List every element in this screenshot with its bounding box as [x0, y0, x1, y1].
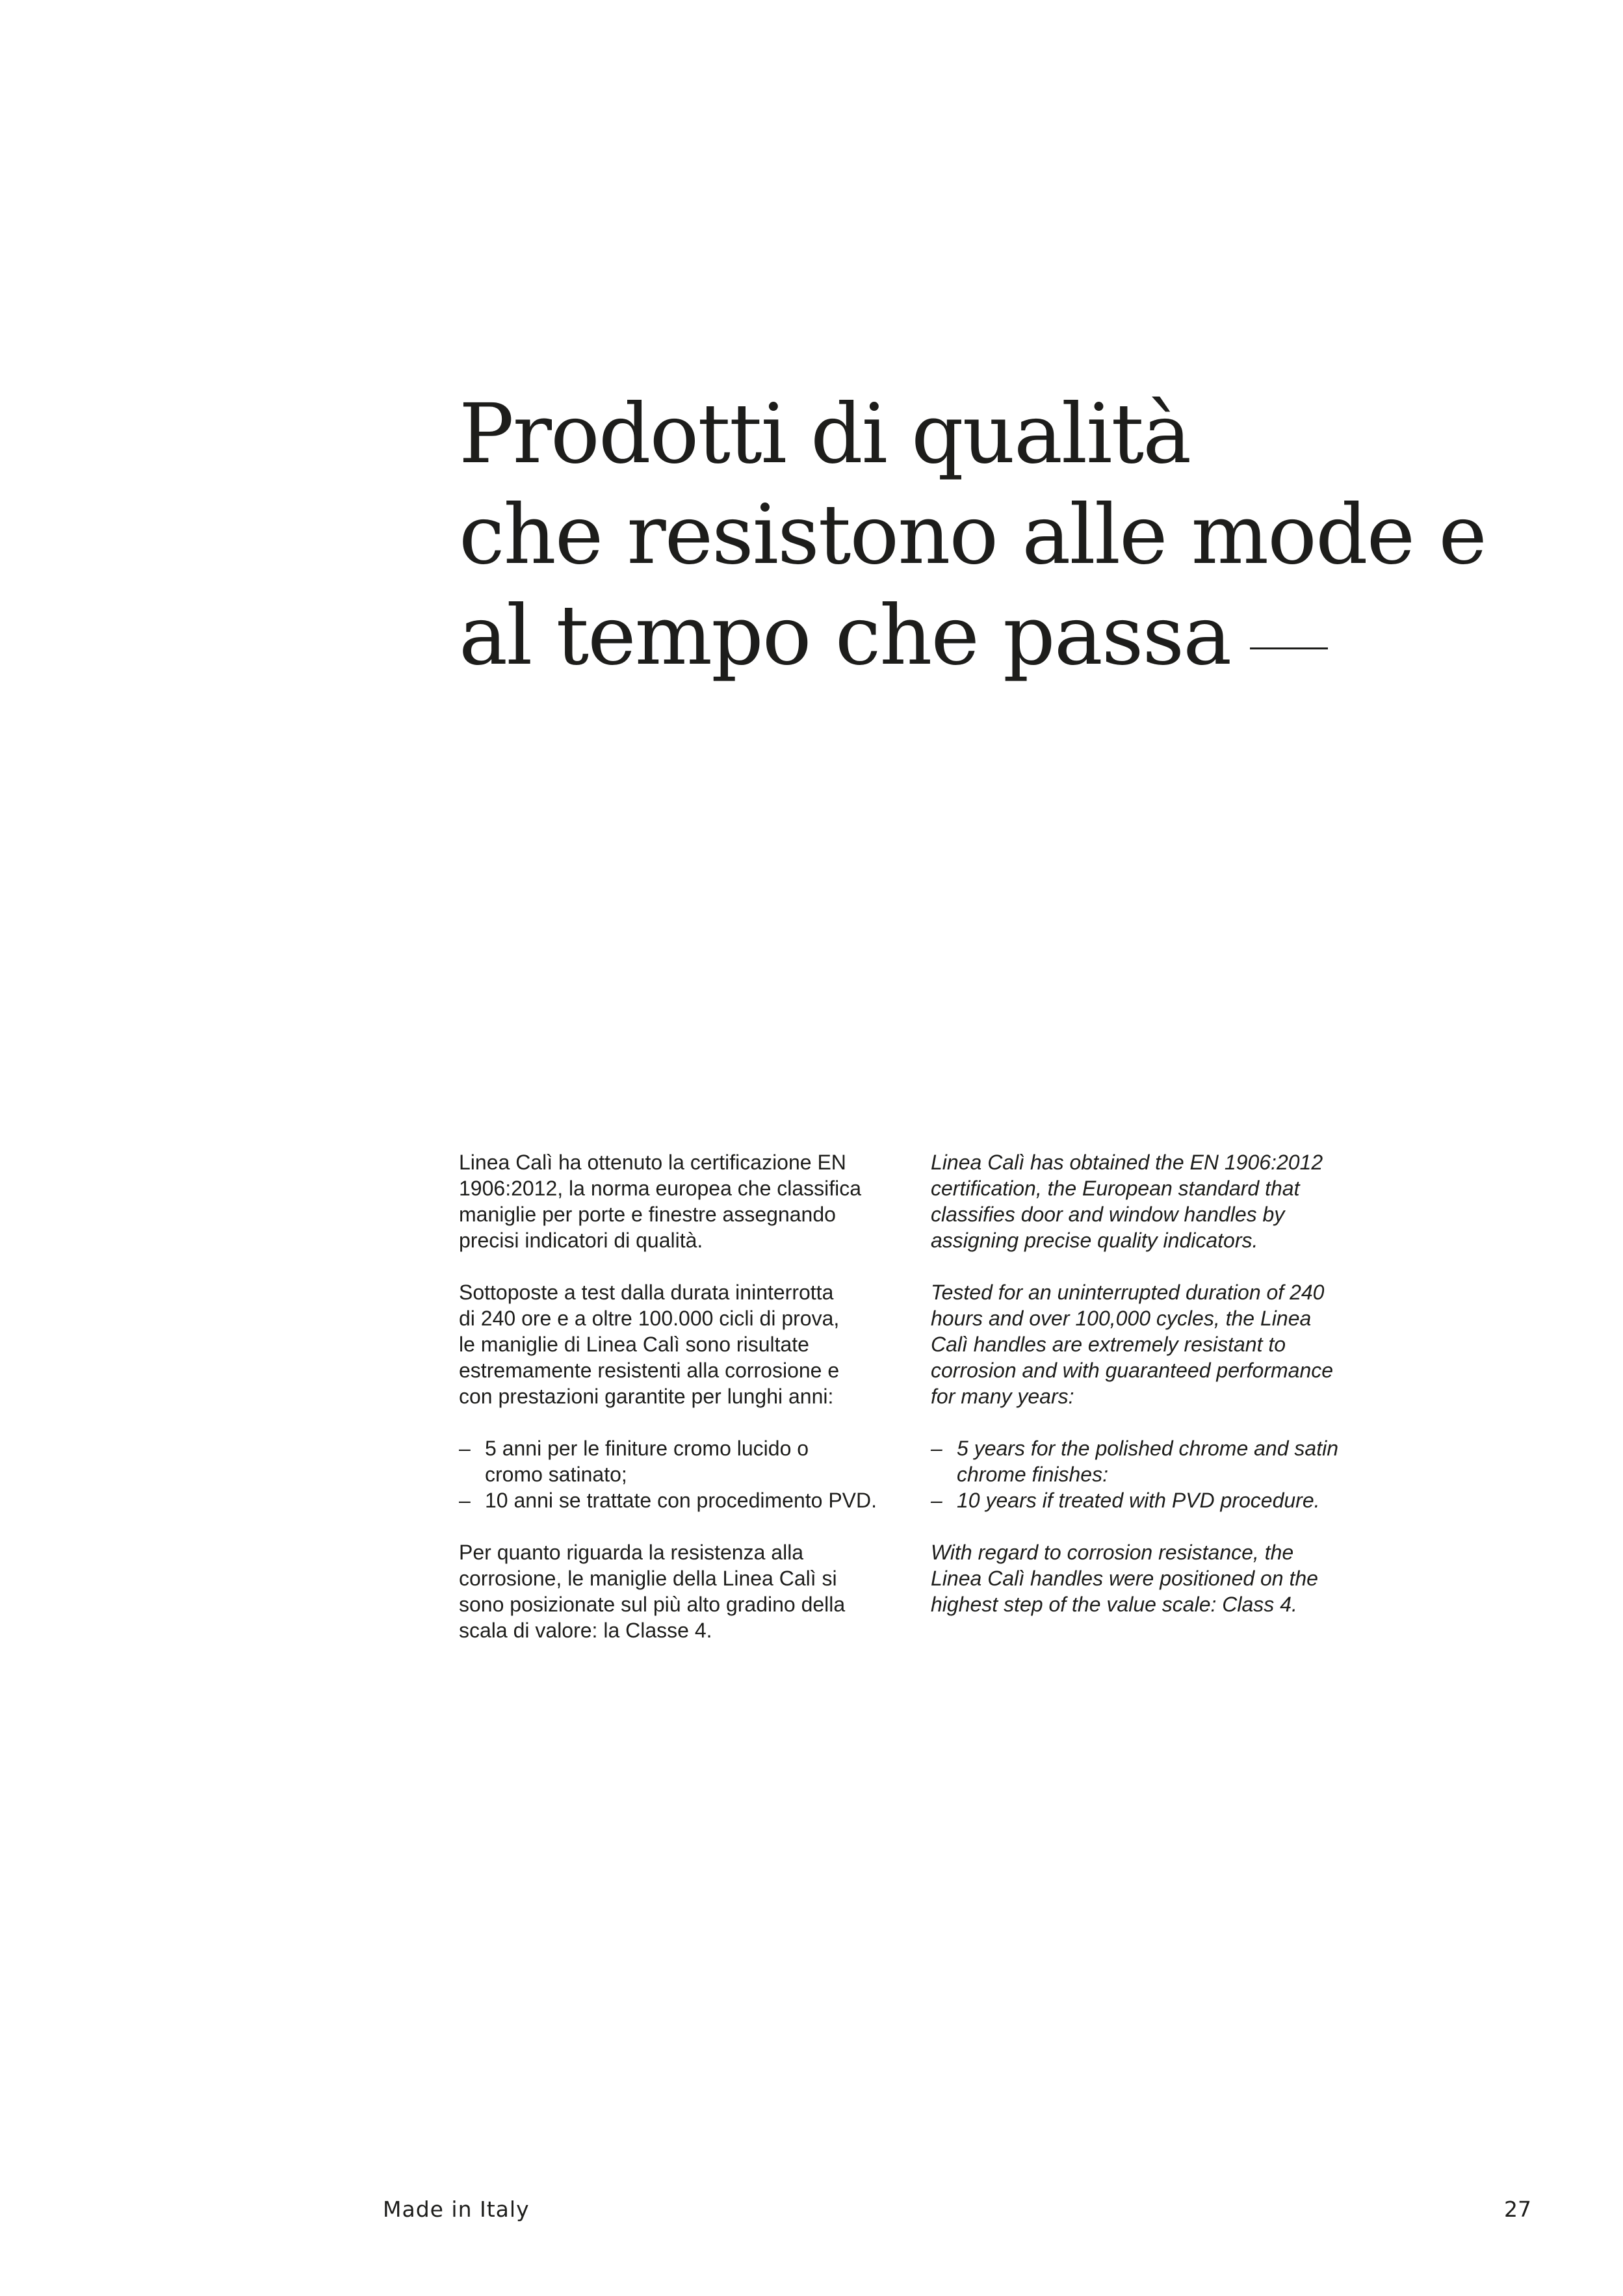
text-line: Per quanto riguarda la resistenza alla — [459, 1541, 804, 1564]
text-line: le maniglie di Linea Calì sono risultate — [459, 1333, 809, 1356]
text-line: precisi indicatori di qualità. — [459, 1229, 703, 1252]
footer-made-in-italy: Made in Italy — [383, 2197, 530, 2222]
text-line: di 240 ore e a oltre 100.000 cicli di prova, — [459, 1307, 840, 1330]
english-paragraph-certification — [931, 1149, 1425, 1253]
text-line: con prestazioni garantite per lunghi anni: — [459, 1385, 834, 1408]
text-line: 1906:2012, la norma europea che classifica — [459, 1177, 862, 1200]
text-line: 5 anni per le finiture cromo lucido o — [485, 1437, 809, 1460]
list-item — [459, 1435, 927, 1487]
english-paragraph-tests — [931, 1279, 1425, 1409]
list-item — [931, 1487, 1425, 1513]
list-dash: – — [931, 1437, 942, 1460]
text-line: hours and over 100,000 cycles, the Linea — [931, 1307, 1312, 1330]
text-line: corrosione, le maniglie della Linea Calì si — [459, 1567, 837, 1590]
text-line: highest step of the value scale: Class 4. — [931, 1593, 1297, 1616]
list-item — [459, 1487, 927, 1513]
text-line: classifies door and window handles by — [931, 1203, 1285, 1226]
list-dash: – — [931, 1489, 942, 1512]
text-line: Linea Calì handles were positioned on the — [931, 1567, 1318, 1590]
title-line-1: Prodotti di qualità — [459, 386, 1191, 482]
text-line: corrosion and with guaranteed performance — [931, 1359, 1334, 1382]
text-line: estremamente resistenti alla corrosione e — [459, 1359, 840, 1382]
page-title — [459, 384, 1486, 686]
text-line: cromo satinato; — [485, 1463, 627, 1486]
title-line-3-text: al tempo che passa — [459, 588, 1231, 683]
list-item — [931, 1435, 1425, 1487]
text-line: 10 anni se trattate con procedimento PVD. — [485, 1489, 877, 1512]
page-number: 27 — [1504, 2197, 1531, 2222]
title-dash-rule — [1250, 647, 1328, 649]
text-line: for many years: — [931, 1385, 1074, 1408]
title-line-2: che resistono alle mode e — [459, 487, 1486, 582]
list-dash: – — [459, 1489, 471, 1512]
title-line-3 — [459, 585, 1434, 686]
text-line: chrome finishes: — [957, 1463, 1108, 1486]
text-line: Linea Calì has obtained the EN 1906:2012 — [931, 1151, 1323, 1174]
list-dash: – — [459, 1437, 471, 1460]
text-line: Sottoposte a test dalla durata ininterrotta — [459, 1281, 834, 1304]
text-line: assigning precise quality indicators. — [931, 1229, 1258, 1252]
text-line: Linea Calì ha ottenuto la certificazione EN — [459, 1151, 846, 1174]
text-line: With regard to corrosion resistance, the — [931, 1541, 1294, 1564]
text-line: sono posizionate sul più alto gradino della — [459, 1593, 846, 1616]
text-line: Calì handles are extremely resistant to — [931, 1333, 1286, 1356]
italian-paragraph-corrosion — [459, 1539, 927, 1643]
text-line: maniglie per porte e finestre assegnando — [459, 1203, 836, 1226]
text-line: 10 years if treated with PVD procedure. — [957, 1489, 1320, 1512]
text-line: Tested for an uninterrupted duration of 240 — [931, 1281, 1325, 1304]
english-text-column — [931, 1149, 1425, 1643]
italian-paragraph-tests — [459, 1279, 927, 1409]
english-warranty-list — [931, 1435, 1425, 1513]
italian-paragraph-certification — [459, 1149, 927, 1253]
text-line: certification, the European standard that — [931, 1177, 1300, 1200]
italian-text-column — [459, 1149, 927, 1669]
english-paragraph-corrosion — [931, 1539, 1425, 1617]
text-line: 5 years for the polished chrome and satin — [957, 1437, 1338, 1460]
italian-warranty-list — [459, 1435, 927, 1513]
text-line: scala di valore: la Classe 4. — [459, 1619, 712, 1642]
